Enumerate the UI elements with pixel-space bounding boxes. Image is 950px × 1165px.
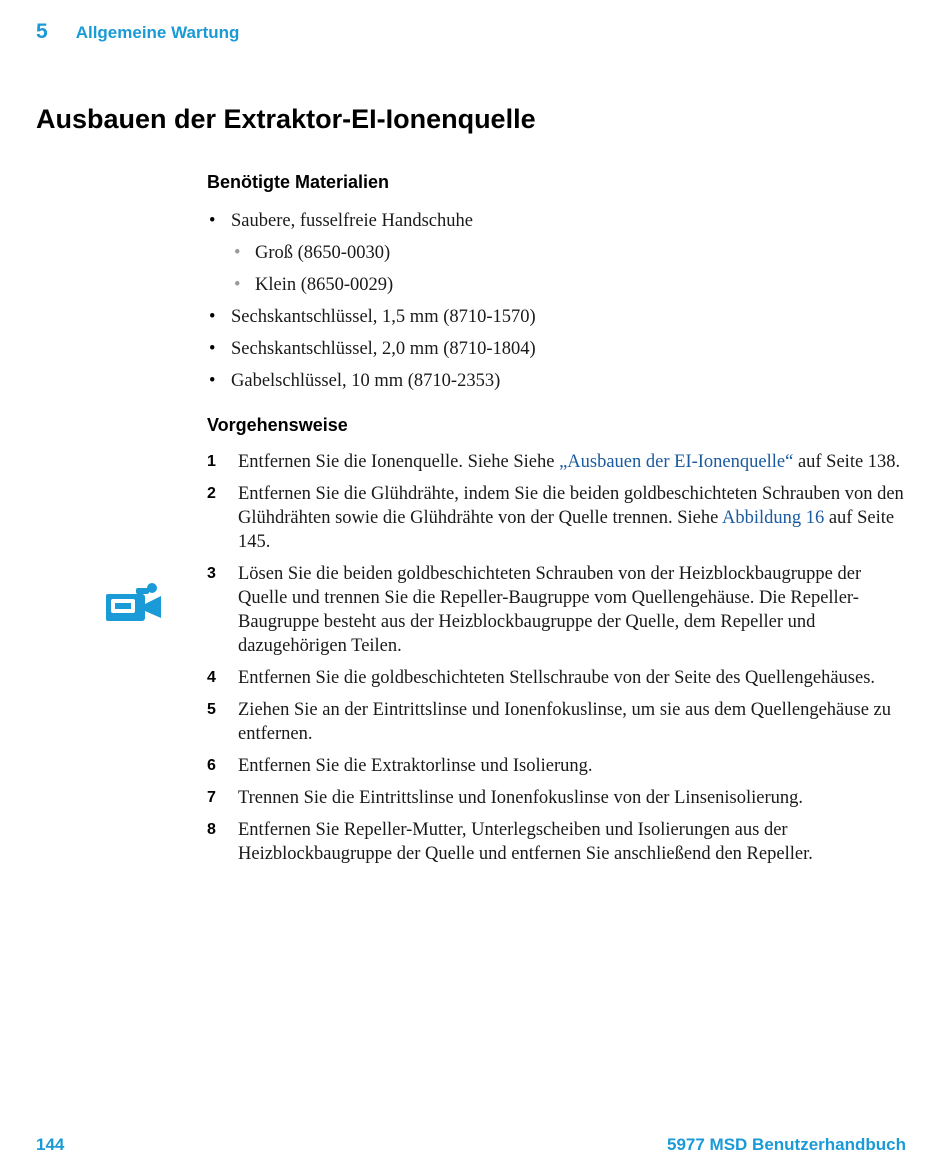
item-text: Saubere, fusselfreie Handschuhe bbox=[231, 211, 473, 231]
step-number: 5 bbox=[207, 701, 216, 718]
list-item: • Saubere, fusselfreie Handschuhe • Groß (8650-0030) • Klein (8650-0029) bbox=[207, 209, 907, 297]
video-camera-icon[interactable] bbox=[106, 582, 162, 624]
step-text: Trennen Sie die Eintrittslinse und Ionenfokuslinse von der Linsenisolierung. bbox=[238, 788, 804, 808]
chapter-title: Allgemeine Wartung bbox=[75, 23, 240, 42]
sub-list bbox=[231, 241, 907, 297]
page-number: 144 bbox=[36, 1135, 65, 1154]
step-item bbox=[207, 786, 907, 810]
list-item: • Klein (8650-0029) bbox=[234, 275, 394, 295]
figure-reference-link[interactable]: Abbildung 16 bbox=[721, 508, 825, 528]
step-number: 2 bbox=[207, 485, 216, 502]
step-item bbox=[207, 666, 907, 690]
step-text: auf Seite 145. bbox=[238, 508, 895, 552]
list-item: • Sechskantschlüssel, 1,5 mm (8710-1570) bbox=[209, 307, 536, 327]
step-item bbox=[207, 754, 907, 778]
list-item: • Sechskantschlüssel, 2,0 mm (8710-1804) bbox=[209, 339, 536, 359]
step-text: Ziehen Sie an der Eintrittslinse und Ionenfokuslinse, um sie aus dem Quellengehäuse zu entfernen. bbox=[238, 700, 891, 744]
step-number: 1 bbox=[207, 453, 216, 470]
step-text: Lösen Sie die beiden goldbeschichteten Schrauben von der Heizblockbaugruppe der Quelle und trennen Sie die Repeller-Baugruppe vom Quellengehäuse. Die Repeller-Baugruppe besteht aus der Heizblockbaugruppe der Quelle, dem Repeller und dazugehörigen Teilen. bbox=[238, 564, 862, 656]
step-item bbox=[207, 450, 907, 474]
step-number: 3 bbox=[207, 565, 216, 582]
item-text: Groß (8650-0030) bbox=[255, 243, 391, 263]
step-item bbox=[207, 818, 907, 866]
page-title: Ausbauen der Extraktor-EI-Ionenquelle bbox=[36, 104, 536, 134]
list-item: • Gabelschlüssel, 10 mm (8710-2353) bbox=[209, 371, 501, 391]
item-text: Gabelschlüssel, 10 mm (8710-2353) bbox=[231, 371, 501, 391]
chapter-number: 5 bbox=[36, 20, 48, 43]
item-text: Sechskantschlüssel, 2,0 mm (8710-1804) bbox=[231, 339, 536, 359]
step-text: auf Seite 138. bbox=[793, 452, 901, 472]
chapter-header bbox=[36, 20, 239, 44]
manual-title: 5977 MSD Benutzerhandbuch bbox=[667, 1135, 906, 1154]
materials-heading: Benötigte Materialien bbox=[207, 172, 390, 192]
item-text: Klein (8650-0029) bbox=[255, 275, 394, 295]
cross-reference-link[interactable]: „Ausbauen der EI-Ionenquelle“ bbox=[559, 452, 794, 472]
procedure-heading: Vorgehensweise bbox=[207, 415, 348, 435]
step-text: Entfernen Sie Repeller-Mutter, Unterlegscheiben und Isolierungen aus der Heizblockbaugruppe der Quelle und entfernen Sie anschließend den Repeller. bbox=[238, 820, 813, 864]
procedure-steps bbox=[207, 450, 907, 866]
item-text: Sechskantschlüssel, 1,5 mm (8710-1570) bbox=[231, 307, 536, 327]
step-text: Entfernen Sie die Extraktorlinse und Isolierung. bbox=[238, 756, 593, 776]
step-number: 6 bbox=[207, 757, 216, 774]
materials-list bbox=[207, 209, 907, 393]
step-number: 4 bbox=[207, 669, 216, 686]
step-item bbox=[207, 562, 907, 658]
list-item: • Groß (8650-0030) bbox=[234, 243, 391, 263]
step-item bbox=[207, 698, 907, 746]
step-text: Entfernen Sie die Ionenquelle. Siehe Siehe bbox=[238, 452, 560, 472]
step-text: Entfernen Sie die goldbeschichteten Stellschraube von der Seite des Quellengehäuses. bbox=[238, 668, 876, 688]
step-item bbox=[207, 482, 907, 554]
step-text: Entfernen Sie die Glühdrähte, indem Sie die beiden goldbeschichteten Schrauben von den Glühdrähten sowie die Glühdrähte von der Quelle trennen. Siehe bbox=[238, 484, 904, 528]
step-number: 7 bbox=[207, 789, 216, 806]
step-number: 8 bbox=[207, 821, 216, 838]
